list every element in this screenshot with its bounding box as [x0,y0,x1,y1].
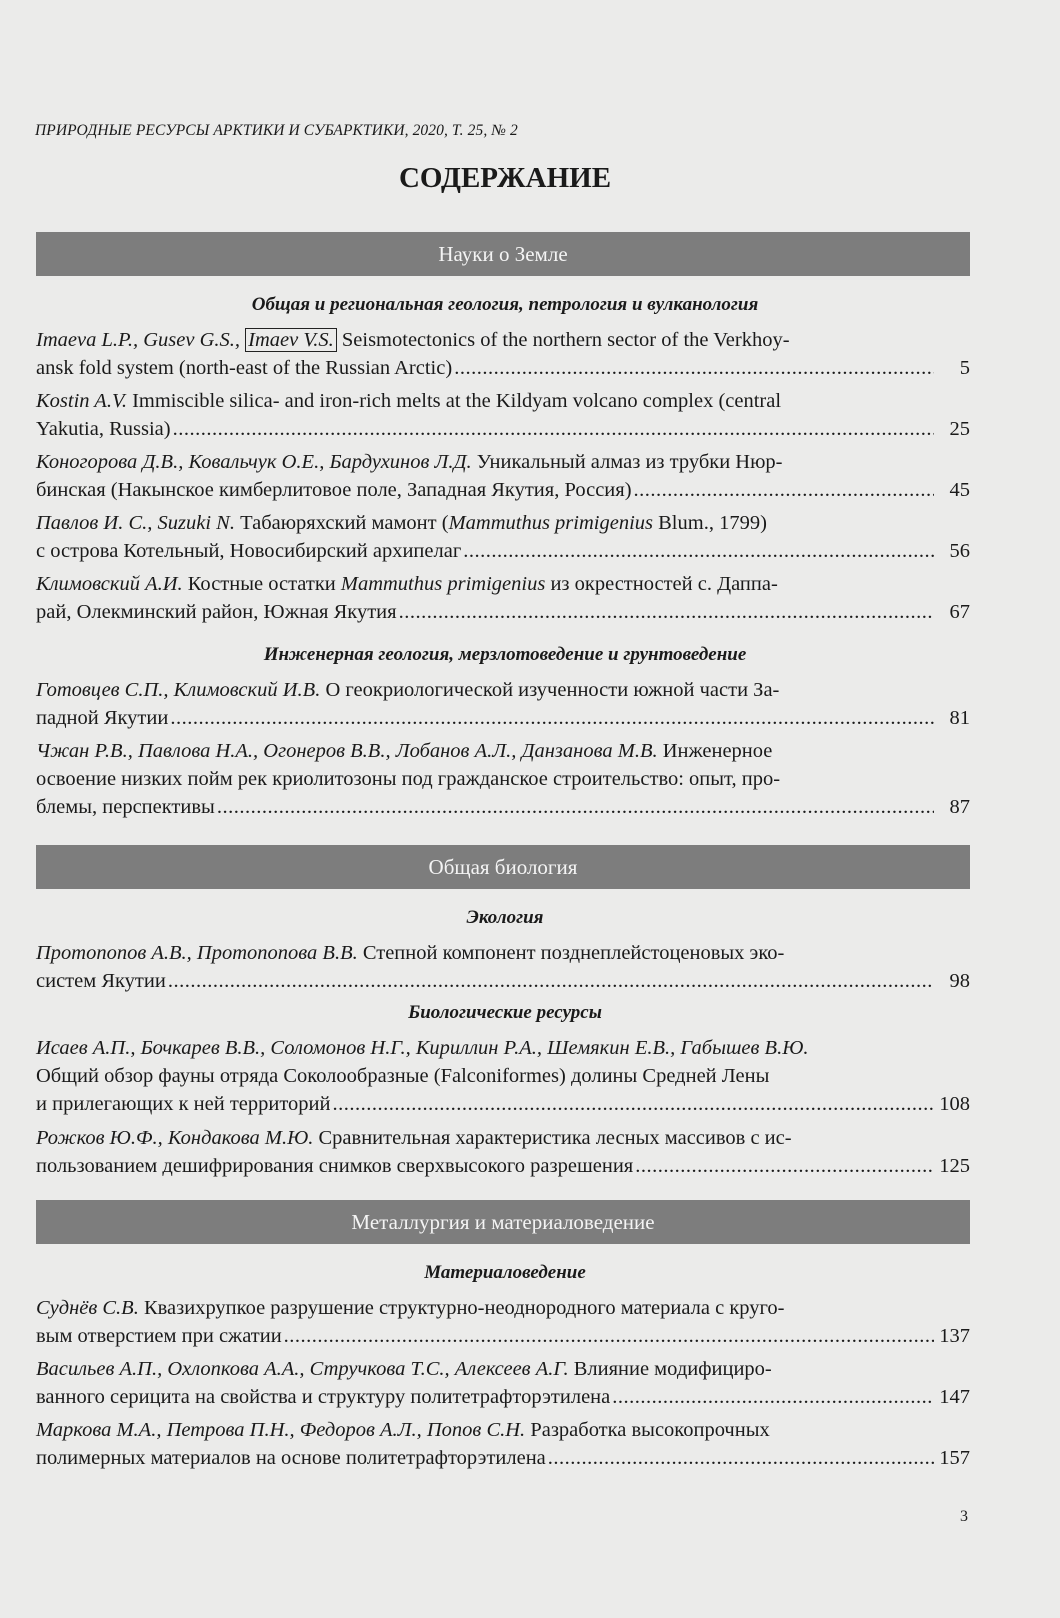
subsection-heading-engineering-geology: Инженерная геология, мерзлотоведение и грунтоведение [263,644,747,665]
entry-title: Степной компонент позднеплейстоценовых эко- [357,942,785,964]
entry-authors: Kostin A.V. [36,390,127,412]
leader-dots [168,967,934,995]
entry-title-end: из окрестностей с. Даппа- [545,573,778,595]
contents-title: СОДЕРЖАНИЕ [398,162,612,194]
entry-title-cont: рай, Олекминский район, Южная Якутия [36,601,397,623]
subsection-heading-ecology: Экология [466,907,544,928]
entry-authors: Климовский А.И. [36,573,183,595]
leader-dots [635,1152,934,1180]
toc-entry[interactable] [36,1416,970,1472]
entry-title-cont: освоение низких пойм рек криолитозоны под гражданское строительство: опыт, про- [36,768,781,790]
entry-page: 5 [959,357,970,379]
entry-title-cont: полимерных материалов на основе политетрафторэтилена [36,1447,546,1469]
toc-entry[interactable] [36,387,970,443]
entry-page: 67 [949,601,970,623]
entry-title-cont: вым отверстием при сжатии [36,1325,282,1347]
entry-authors: Коногорова Д.В., Ковальчук О.Е., Бардухинов Л.Д. [36,451,472,473]
entry-page: 81 [949,707,970,729]
entry-title-cont: пользованием дешифрирования снимков сверхвысокого разрешения [36,1155,634,1177]
section-heading-earth-sciences: Науки о Земле [36,232,970,276]
entry-page: 98 [949,970,970,992]
entry-authors: Васильев А.П., Охлопкова А.А., Стручкова Т.С., Алексеев А.Г. [36,1358,569,1380]
entry-title: Уникальный алмаз из трубки Нюр- [471,451,783,473]
entry-title-cont: падной Якутии [36,707,169,729]
entry-page: 25 [949,418,970,440]
leader-dots [173,415,934,443]
entry-authors: Imaeva L.P., Gusev G.S., [36,329,241,351]
section-heading-biology: Общая биология [36,845,970,889]
entry-title: Инженерное [657,740,773,762]
page-number: 3 [960,1508,968,1525]
entry-title: Общий обзор фауны отряда Соколообразные (Falconiformes) долины Средней Лены [36,1065,770,1087]
entry-title: Костные остатки [182,573,341,595]
entry-authors: Исаев А.П., Бочкарев В.В., Соломонов Н.Г., Кириллин Р.А., Шемякин Е.В., Габышев В.Ю. [36,1037,809,1059]
entry-title: Квазихрупкое разрушение структурно-неоднородного материала с круго- [138,1297,785,1319]
toc-entry[interactable] [36,1124,970,1180]
leader-dots [548,1444,934,1472]
entry-title-end: Blum., 1799) [653,512,767,534]
leader-dots [463,537,934,565]
entry-page: 56 [949,540,970,562]
entry-authors: Протопопов А.В., Протопопова В.В. [36,942,358,964]
entry-authors: Готовцев С.П., Климовский И.В. [36,679,321,701]
entry-authors: Маркова М.А., Петрова П.Н., Федоров А.Л., Попов С.Н. [36,1419,526,1441]
toc-entry[interactable] [36,326,970,382]
entry-title: Seismotectonics of the northern sector of the Verkhoy- [336,329,790,351]
entry-authors: Павлов И. С., Suzuki N. [36,512,235,534]
entry-page: 108 [939,1093,970,1115]
entry-title-cont: Yakutia, Russia) [36,418,171,440]
entry-page: 45 [949,479,970,501]
entry-title-cont: бинская (Накынское кимберлитовое поле, Западная Якутия, Россия) [36,479,632,501]
leader-dots [170,704,934,732]
entry-taxon: Mammuthus primigenius [448,512,653,534]
entry-title-cont: ansk fold system (north-east of the Russian Arctic) [36,357,453,379]
leader-dots [284,1322,934,1350]
leader-dots [217,793,934,821]
entry-title-cont: и прилегающих к ней территорий [36,1093,331,1115]
leader-dots [399,598,934,626]
toc-entry[interactable] [36,676,970,732]
entry-page: 125 [939,1155,970,1177]
leader-dots [454,354,934,382]
entry-page: 87 [949,796,970,818]
entry-title: Влияние модифициро- [568,1358,772,1380]
toc-entry[interactable] [36,1034,970,1118]
entry-title: Табаюряхский мамонт ( [234,512,449,534]
section-heading-metallurgy: Металлургия и материаловедение [36,1200,970,1244]
toc-entry[interactable] [36,1355,970,1411]
running-head: ПРИРОДНЫЕ РЕСУРСЫ АРКТИКИ И СУБАРКТИКИ, 2020, Т. 25, № 2 [35,122,518,139]
toc-entry[interactable] [36,570,970,626]
toc-entry[interactable] [36,939,970,995]
entry-authors: Чжан Р.В., Павлова Н.А., Огонеров В.В., Лобанов А.Л., Данзанова М.В. [36,740,658,762]
subsection-heading-materials: Материаловедение [424,1262,586,1283]
toc-entry[interactable] [36,509,970,565]
subsection-heading-biological-resources: Биологические ресурсы [408,1002,602,1023]
entry-title-cont: систем Якутии [36,970,166,992]
entry-title: Сравнительная характеристика лесных массивов с ис- [313,1127,792,1149]
entry-taxon: Mammuthus primigenius [340,573,546,595]
entry-title-cont: ванного серицита на свойства и структуру политетрафторэтилена [36,1386,611,1408]
leader-dots [332,1090,934,1118]
entry-authors: Суднёв С.В. [36,1297,139,1319]
entry-title: О геокриологической изученности южной части За- [320,679,780,701]
entry-page: 157 [939,1447,970,1469]
entry-title: Разработка высокопрочных [525,1419,770,1441]
entry-title: Immiscible silica- and iron-rich melts at the Kildyam volcano complex (central [126,390,782,412]
entry-authors-boxed: Imaev V.S. [245,328,337,352]
leader-dots [612,1383,934,1411]
entry-page: 147 [939,1386,970,1408]
entry-authors: Рожков Ю.Ф., Кондакова М.Ю. [36,1127,314,1149]
toc-entry[interactable] [36,1294,970,1350]
subsection-heading-geology: Общая и региональная геология, петрология и вулканология [251,294,759,315]
entry-title-cont: блемы, перспективы [36,796,215,818]
entry-page: 137 [939,1325,970,1347]
toc-entry[interactable] [36,448,970,504]
leader-dots [634,476,934,504]
entry-title-cont: с острова Котельный, Новосибирский архипелаг [36,540,462,562]
toc-entry[interactable] [36,737,970,821]
